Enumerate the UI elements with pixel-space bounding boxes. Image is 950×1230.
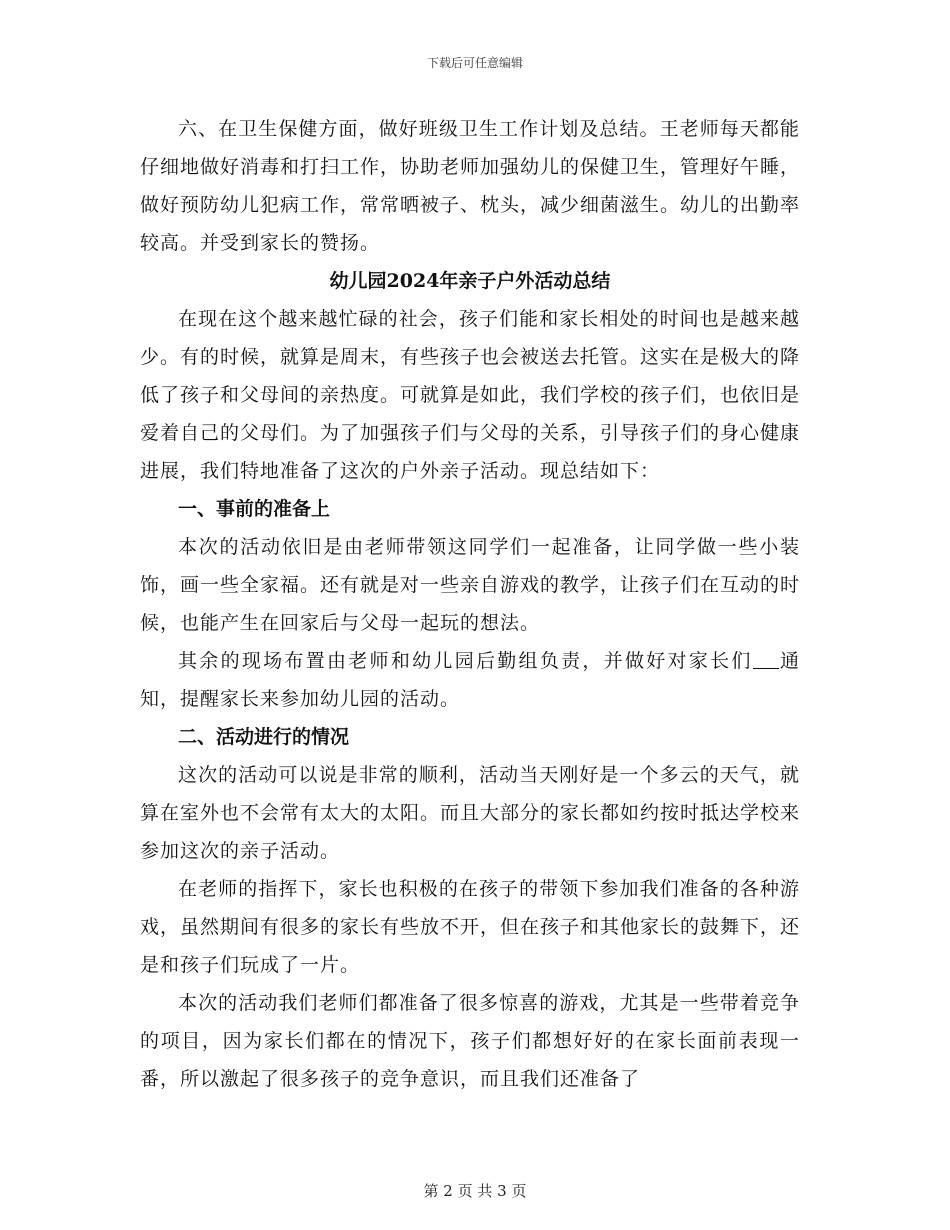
page-footer: 第 2 页 共 3 页 xyxy=(423,1182,527,1200)
paragraph-setup xyxy=(140,642,800,718)
paragraph-health: 六、在卫生保健方面，做好班级卫生工作计划及总结。王老师每天都能仔细地做好消毒和打扫工作，协助老师加强幼儿的保健卫生，管理好午睡，做好预防幼儿犯病工作，常常晒被子、枕头，减少细菌滋生。幼儿的出勤率较高。并受到家长的赞扬。 xyxy=(140,118,801,254)
paragraph-weather: 这次的活动可以说是非常的顺利，活动当天刚好是一个多云的天气，就算在室外也不会常有太大的太阳。而且大部分的家长都如约按时抵达学校来参加这次的亲子活动。 xyxy=(140,764,801,862)
paragraph-setup-part1: 其余的现场布置由老师和幼儿园后勤组负责，并做好对家长们 xyxy=(178,650,753,672)
paragraph-games: 在老师的指挥下，家长也积极的在孩子的带领下参加我们准备的各种游戏，虽然期间有很多的家长有些放不开，但在孩子和其他家长的鼓舞下，还是和孩子们玩成了一片。 xyxy=(140,878,801,976)
paragraph-preparation: 本次的活动依旧是由老师带领这同学们一起准备，让同学做一些小装饰，画一些全家福。还有就是对一些亲自游戏的教学，让孩子们在互动的时候，也能产生在回家后与父母一起玩的想法。 xyxy=(140,536,801,634)
page-header: 下载后可任意编辑 xyxy=(426,56,523,70)
paragraph-setup-part2: 通知，提醒家长来参加幼儿园的活动。 xyxy=(140,650,800,710)
paragraph-surprise: 本次的活动我们老师们都准备了很多惊喜的游戏，尤其是一些带着竞争的项目，因为家长们都在的情况下，孩子们都想好好的在家长面前表现一番，所以激起了很多孩子的竞争意识，而且我们还准备了 xyxy=(140,992,800,1090)
document-body xyxy=(140,110,800,1098)
paragraph-intro: 在现在这个越来越忙碌的社会，孩子们能和家长相处的时间也是越来越少。有的时候，就算是周末，有些孩子也会被送去托管。这实在是极大的降低了孩子和父母间的亲热度。可就算是如此，我们学校的孩子们，也依旧是爱着自己的父母们。为了加强孩子们与父母的关系，引导孩子们的身心健康进展，我们特地准备了这次的户外亲子活动。现总结如下： xyxy=(140,308,801,482)
section-heading-progress: 二、活动进行的情况 xyxy=(178,726,350,748)
blank-underline xyxy=(753,650,779,669)
document-title: 幼儿园2024年亲子户外活动总结 xyxy=(329,270,611,292)
section-heading-preparation: 一、事前的准备上 xyxy=(178,498,331,520)
